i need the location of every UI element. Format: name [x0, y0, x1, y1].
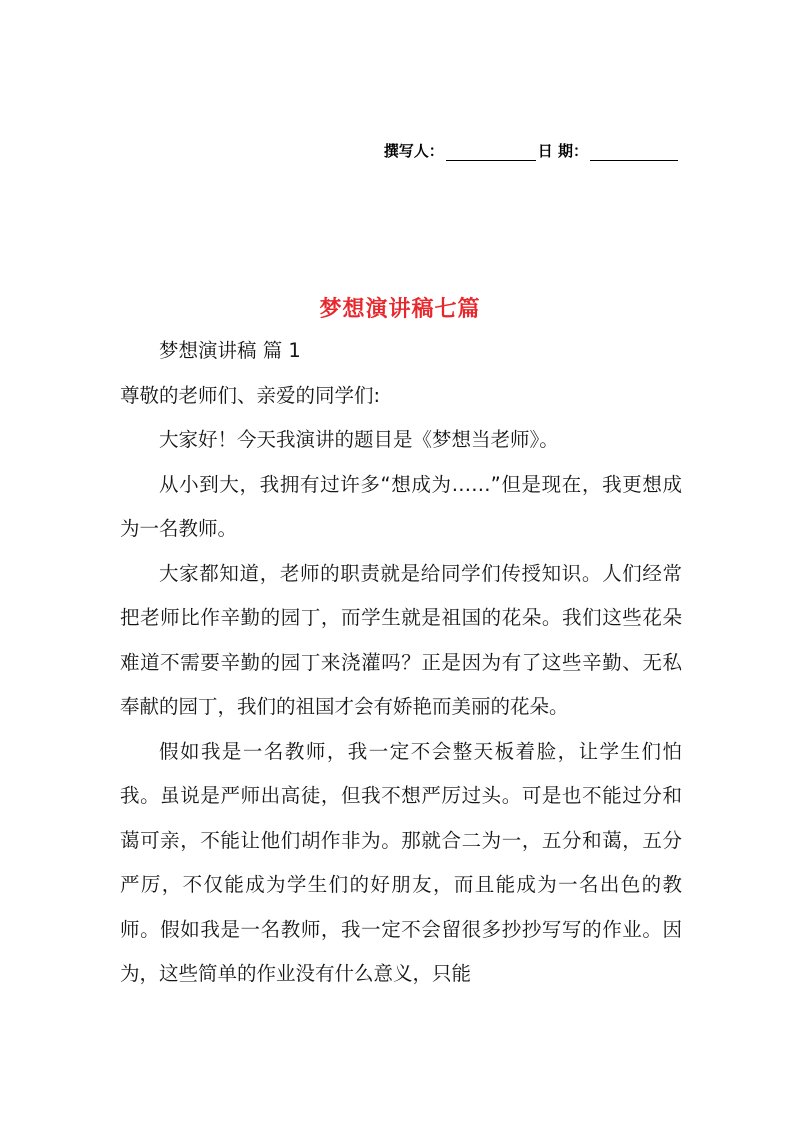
paragraph: 假如我是一名教师，我一定不会整天板着脸，让学生们怕我。虽说是严师出高徒，但我不想严厉过头。可是也不能过分和蔼可亲，不能让他们胡作非为。那就合二为一，五分和蔼，五分严厉，不仅能成为学生们的好朋友，而且能成为一名出色的教师。假如我是一名教师，我一定不会留很多抄抄写写的作业。因为，这些简单的作业没有什么意义，只能	[120, 739, 682, 985]
author-date-line	[384, 140, 680, 161]
date-label: 日 期：	[537, 142, 588, 160]
paragraph: 从小到大，我拥有过许多“想成为……”但是现在，我更想成为一名教师。	[120, 472, 682, 540]
document-title: 梦想演讲稿七篇	[319, 296, 481, 322]
author-label: 撰写人：	[383, 142, 444, 160]
salutation: 尊敬的老师们、亲爱的同学们:	[120, 383, 381, 407]
author-blank	[446, 144, 536, 161]
paragraph: 大家好！今天我演讲的题目是《梦想当老师》。	[159, 428, 559, 451]
document-body	[120, 329, 682, 997]
date-blank	[590, 144, 678, 161]
paragraph: 大家都知道，老师的职责就是给同学们传授知识。人们经常把老师比作辛勤的园丁，而学生就是祖国的花朵。我们这些花朵难道不需要辛勤的园丁来浇灌吗？正是因为有了这些辛勤、无私奉献的园丁，我们的祖国才会有娇艳而美丽的花朵。	[120, 561, 682, 718]
speech-subtitle: 梦想演讲稿 篇 1	[159, 339, 301, 362]
